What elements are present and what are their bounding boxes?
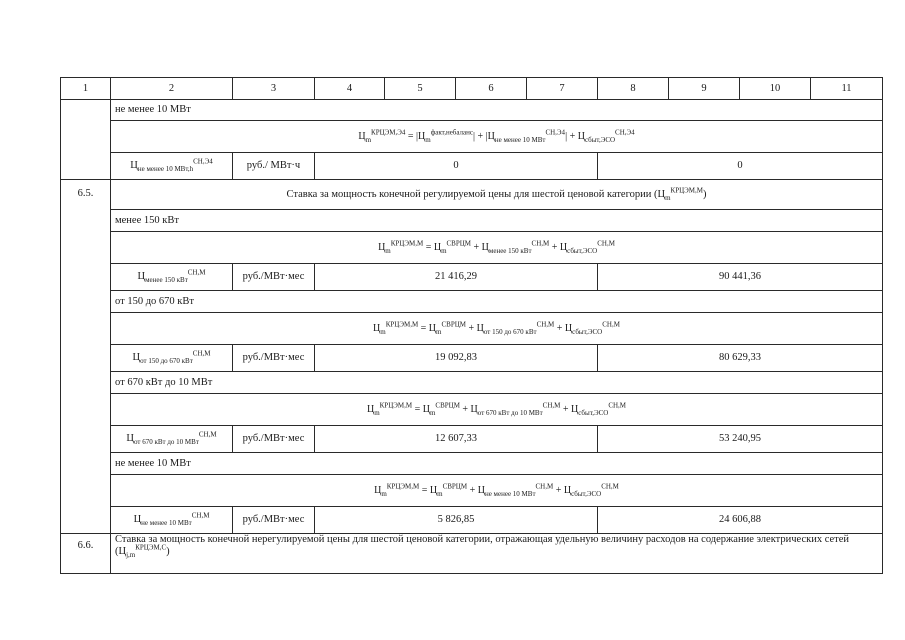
- formula-c: $Ц_m^{КРЦЭМ,М} = Ц_m^{СВРЦМ} + Ц_{от 670 кВт до 10 МВт}^{СН,М} + Ц_{сбыт,ЭСО}^{СН,М}$: [111, 394, 883, 426]
- table-row: [61, 264, 883, 291]
- formula-row: [61, 394, 883, 426]
- formula-d: $Ц_m^{КРЦЭМ,М} = Ц_m^{СВРЦМ} + Ц_{не менее 10 МВт}^{СН,М} + Ц_{сбыт,ЭСО}^{СН,М}$: [111, 475, 883, 507]
- formula-row: [61, 475, 883, 507]
- rate-symbol-cell: $Ц_{от 150 до 670 кВт}^{СН,М}$: [111, 345, 233, 372]
- col-header-8: 8: [598, 78, 669, 100]
- rate-symbol-cell: $Ц_{не менее 10 МВт,h}^{СН,Э4}$: [111, 153, 233, 180]
- unit-cell: руб./МВт·мес: [233, 426, 315, 453]
- col-header-7: 7: [527, 78, 598, 100]
- value-cell: 12 607,33: [315, 426, 598, 453]
- table-row: [61, 210, 883, 232]
- unit-cell: руб./МВт·мес: [233, 345, 315, 372]
- section-number-cell: [61, 100, 111, 180]
- section-title: Ставка за мощность конечной нерегулируемой цены для шестой ценовой категории, отражающая удельную величину расходов на содержание электрических сетей $(Ц_{j,m}^{КРЦЭМ,С})$: [111, 534, 883, 574]
- group-label: от 150 до 670 кВт: [111, 291, 883, 313]
- tariff-table: [60, 77, 883, 574]
- col-header-9: 9: [669, 78, 740, 100]
- section-title: Ставка за мощность конечной регулируемой цены для шестой ценовой категории $(Ц_m^{КРЦЭМ,М})$: [111, 180, 883, 210]
- value-cell: 53 240,95: [598, 426, 883, 453]
- rate-symbol-cell: $Ц_{не менее 10 МВт}^{СН,М}$: [111, 507, 233, 534]
- group-label: менее 150 кВт: [111, 210, 883, 232]
- group-label: не менее 10 МВт: [111, 100, 883, 121]
- formula-a: $Ц_m^{КРЦЭМ,М} = Ц_m^{СВРЦМ} + Ц_{менее 150 кВт}^{СН,М} + Ц_{сбыт,ЭСО}^{СН,М}$: [111, 232, 883, 264]
- table-row: [61, 534, 883, 574]
- col-header-11: 11: [811, 78, 883, 100]
- col-header-3: 3: [233, 78, 315, 100]
- formula-e4: $Ц_m^{КРЦЭМ,Э4} = |Ц_m^{факт,небаланс}| + |Ц_{не менее 10 МВт}^{СН,Э4}| + Ц_{сбыт,ЭСО}^{СН,Э4}$: [111, 121, 883, 153]
- formula-row: [61, 313, 883, 345]
- unit-cell: руб./МВт·мес: [233, 507, 315, 534]
- value-cell: 5 826,85: [315, 507, 598, 534]
- group-label: от 670 кВт до 10 МВт: [111, 372, 883, 394]
- col-header-10: 10: [740, 78, 811, 100]
- value-cell: 90 441,36: [598, 264, 883, 291]
- value-cell: 24 606,88: [598, 507, 883, 534]
- table-row: [61, 153, 883, 180]
- unit-cell: руб./МВт·мес: [233, 264, 315, 291]
- value-cell: 21 416,29: [315, 264, 598, 291]
- section-number: 6.5.: [61, 180, 111, 534]
- value-cell: 80 629,33: [598, 345, 883, 372]
- table-row: [61, 426, 883, 453]
- group-label: не менее 10 МВт: [111, 453, 883, 475]
- formula-b: $Ц_m^{КРЦЭМ,М} = Ц_m^{СВРЦМ} + Ц_{от 150 до 670 кВт}^{СН,М} + Ц_{сбыт,ЭСО}^{СН,М}$: [111, 313, 883, 345]
- col-header-1: 1: [61, 78, 111, 100]
- table-row: [61, 507, 883, 534]
- unit-cell: руб./ МВт·ч: [233, 153, 315, 180]
- col-header-4: 4: [315, 78, 385, 100]
- value-cell: 19 092,83: [315, 345, 598, 372]
- table-row: [61, 345, 883, 372]
- table-row: [61, 180, 883, 210]
- rate-symbol-cell: $Ц_{менее 150 кВт}^{СН,М}$: [111, 264, 233, 291]
- col-header-6: 6: [456, 78, 527, 100]
- value-cell: 0: [598, 153, 883, 180]
- section-number: 6.6.: [61, 534, 111, 574]
- value-cell: 0: [315, 153, 598, 180]
- table-row: [61, 100, 883, 121]
- formula-row: [61, 232, 883, 264]
- col-header-2: 2: [111, 78, 233, 100]
- table-row: [61, 453, 883, 475]
- table-row: [61, 291, 883, 313]
- column-header-row: [61, 78, 883, 100]
- formula-row: [61, 121, 883, 153]
- col-header-5: 5: [385, 78, 456, 100]
- table-row: [61, 372, 883, 394]
- rate-symbol-cell: $Ц_{от 670 кВт до 10 МВт}^{СН,М}$: [111, 426, 233, 453]
